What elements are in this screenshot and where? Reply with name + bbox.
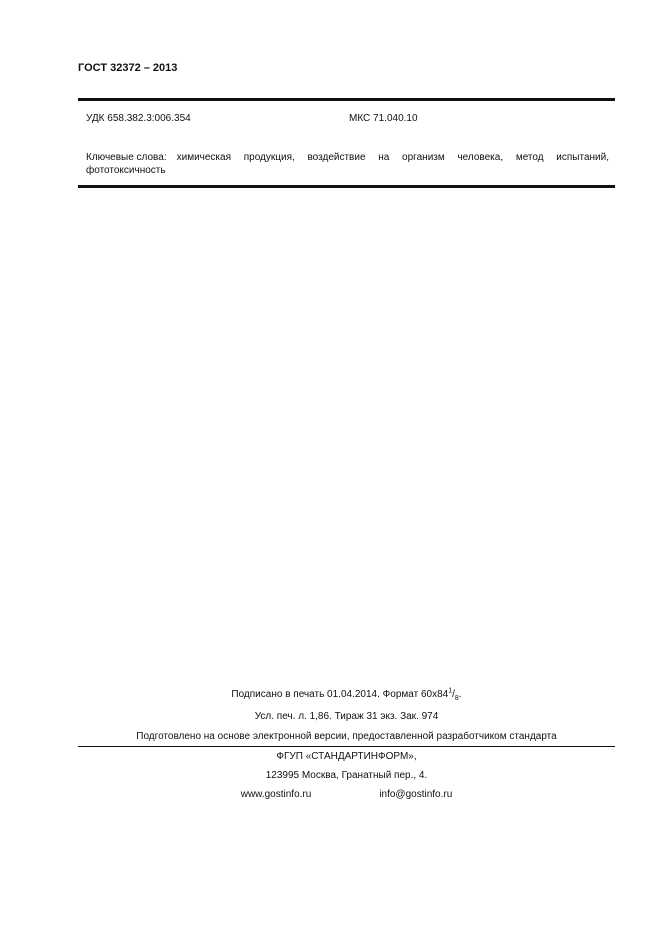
publisher-line: ФГУП «СТАНДАРТИНФОРМ»,: [276, 751, 417, 762]
signed-for-print-line: [78, 689, 615, 700]
website-link[interactable]: www.gostinfo.ru: [240, 789, 312, 800]
format-suffix: .: [458, 689, 462, 700]
format-slash: /: [452, 689, 455, 700]
contacts-line: [78, 789, 615, 800]
print-info-line: Усл. печ. л. 1,86. Тираж 31 экз. Зак. 974: [254, 711, 439, 722]
keywords-block: [86, 151, 609, 177]
prepared-by-line: Подготовлено на основе электронной версии, предоставленной разработчиком стандарта: [136, 731, 557, 742]
email-link[interactable]: info@gostinfo.ru: [379, 789, 453, 800]
keywords-bottom-thick-rule: [78, 185, 615, 188]
keywords-first-line: [86, 151, 609, 164]
format-numerator: 1: [448, 687, 453, 695]
address-line: 123995 Москва, Гранатный пер., 4.: [265, 770, 428, 781]
signed-text: Подписано в печать 01.04.2014. Формат 60x84: [231, 689, 449, 700]
top-thick-rule: [78, 98, 615, 101]
document-code: ГОСТ 32372 – 2013: [78, 62, 178, 74]
imprint-divider-rule: [78, 746, 615, 747]
keywords-text-line2: фототоксичность: [86, 165, 166, 176]
mks-code: МКС 71.040.10: [349, 113, 418, 124]
keywords-label: Ключевые слова:: [86, 152, 167, 163]
udc-code: УДК 658.382.3:006.354: [86, 113, 191, 124]
keywords-text-line1: химическая продукция, воздействие на организм человека, метод испытаний,: [176, 152, 609, 163]
format-denominator: 8: [454, 695, 459, 702]
